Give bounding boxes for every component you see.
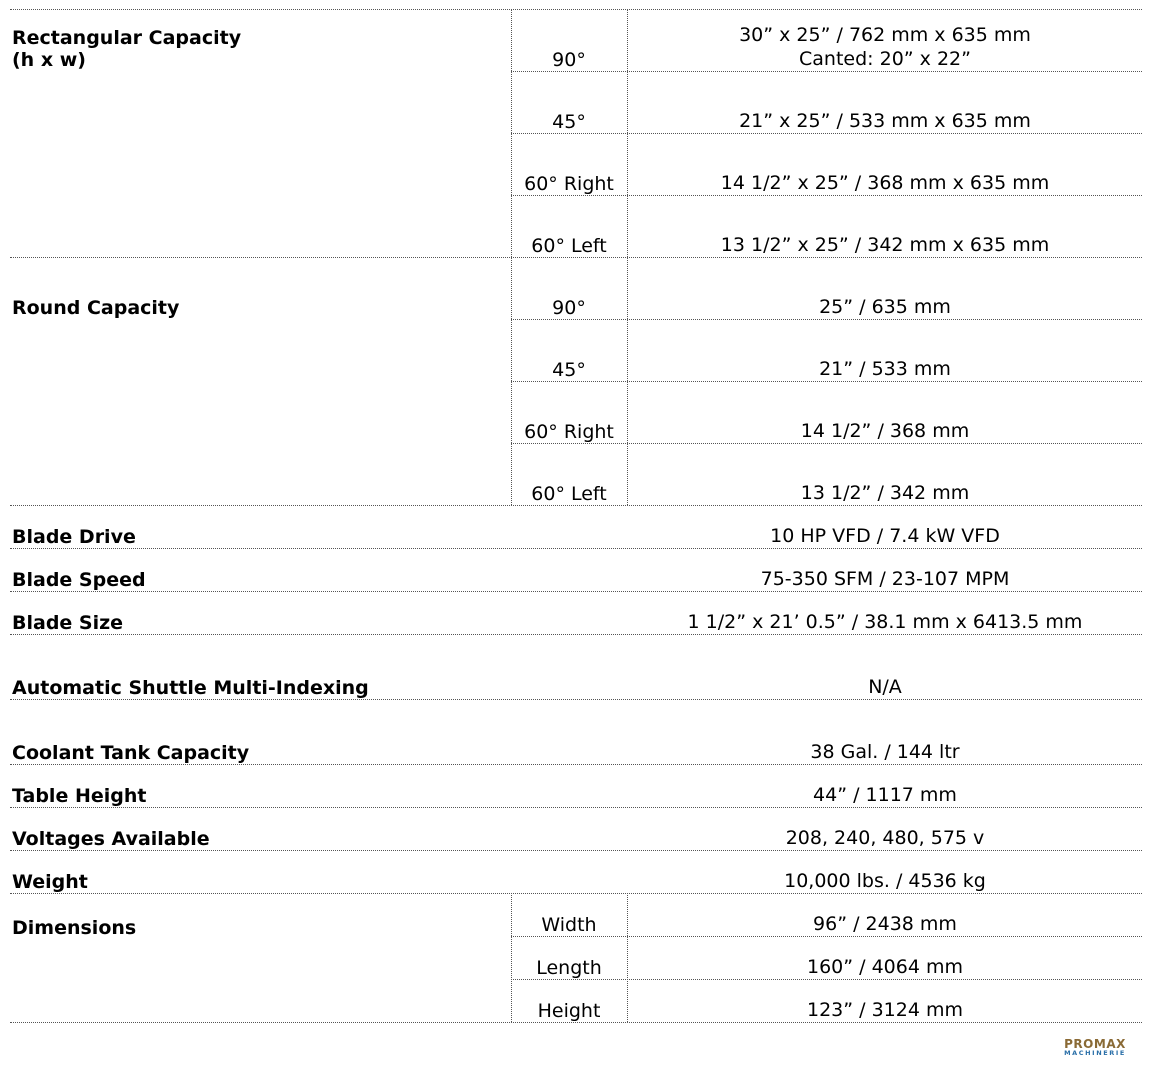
dimension-width-label: Width <box>541 914 597 936</box>
coolant-label: Coolant Tank Capacity <box>12 742 250 764</box>
rect-value-60-left: 13 1/2” x 25” / 342 mm x 635 mm <box>720 234 1050 256</box>
blade-speed-value: 75-350 SFM / 23-107 MPM <box>760 568 1010 590</box>
table-height-value: 44” / 1117 mm <box>813 784 957 806</box>
table-rule <box>10 1022 1142 1023</box>
round-angle-45: 45° <box>552 359 586 381</box>
dimension-width-value: 96” / 2438 mm <box>813 913 957 935</box>
table-rule <box>511 443 1142 444</box>
round-capacity-label: Round Capacity <box>12 297 180 319</box>
round-angle-90: 90° <box>552 297 586 319</box>
rect-angle-45: 45° <box>552 111 586 133</box>
table-rule <box>511 381 1142 382</box>
table-rule <box>511 319 1142 320</box>
dimensions-label: Dimensions <box>12 917 137 939</box>
table-rule <box>10 807 1142 808</box>
table-height-label: Table Height <box>12 785 147 807</box>
round-value-60-left: 13 1/2” / 342 mm <box>800 482 970 504</box>
blade-size-value: 1 1/2” x 21’ 0.5” / 38.1 mm x 6413.5 mm <box>687 611 1083 633</box>
voltages-label: Voltages Available <box>12 828 210 850</box>
dimension-length-value: 160” / 4064 mm <box>807 956 963 978</box>
rect-value-60-right: 14 1/2” x 25” / 368 mm x 635 mm <box>720 172 1050 194</box>
table-rule <box>10 9 1142 10</box>
table-rule <box>511 71 1142 72</box>
dimension-length-label: Length <box>536 957 602 979</box>
shuttle-value: N/A <box>868 676 902 698</box>
table-rule <box>511 979 1142 980</box>
table-rule <box>10 548 1142 549</box>
table-rule <box>10 893 1142 894</box>
rect-capacity-label <box>12 27 241 71</box>
table-rule <box>10 634 1142 635</box>
voltages-value: 208, 240, 480, 575 v <box>785 827 985 849</box>
table-rule <box>10 505 1142 506</box>
table-rule <box>10 257 1142 258</box>
blade-drive-value: 10 HP VFD / 7.4 kW VFD <box>770 525 1000 547</box>
rect-angle-90: 90° <box>552 49 586 71</box>
table-rule <box>10 591 1142 592</box>
rect-capacity-label-line1: Rectangular Capacity <box>12 27 242 49</box>
rect-value-45: 21” x 25” / 533 mm x 635 mm <box>739 110 1031 132</box>
logo-subtitle: MACHINERIE <box>1064 1049 1126 1057</box>
round-value-60-right: 14 1/2” / 368 mm <box>800 420 970 442</box>
round-angle-60-right: 60° Right <box>524 421 614 443</box>
blade-size-label: Blade Size <box>12 612 124 634</box>
rect-value-90 <box>628 23 1142 71</box>
weight-label: Weight <box>12 871 88 893</box>
blade-drive-label: Blade Drive <box>12 526 136 548</box>
promax-logo <box>1052 1038 1138 1056</box>
round-value-90: 25” / 635 mm <box>819 296 951 318</box>
table-rule <box>511 195 1142 196</box>
rect-angle-60-right: 60° Right <box>524 173 614 195</box>
weight-value: 10,000 lbs. / 4536 kg <box>784 870 986 892</box>
dimension-height-label: Height <box>537 1000 601 1022</box>
rect-angle-60-left: 60° Left <box>531 235 607 257</box>
coolant-value: 38 Gal. / 144 ltr <box>810 741 960 763</box>
table-rule <box>10 764 1142 765</box>
shuttle-label: Automatic Shuttle Multi-Indexing <box>12 677 369 699</box>
table-rule <box>10 850 1142 851</box>
table-rule <box>511 133 1142 134</box>
logo-wordmark: PROMAX <box>1064 1037 1126 1051</box>
round-value-45: 21” / 533 mm <box>819 358 951 380</box>
dimension-height-value: 123” / 3124 mm <box>807 999 963 1021</box>
table-rule <box>511 936 1142 937</box>
rect-value-90-line1: 30” x 25” / 762 mm x 635 mm <box>739 24 1031 46</box>
blade-speed-label: Blade Speed <box>12 569 146 591</box>
round-angle-60-left: 60° Left <box>531 483 607 505</box>
rect-value-90-line2: Canted: 20” x 22” <box>799 48 971 70</box>
table-rule <box>10 699 1142 700</box>
rect-capacity-label-line2: (h x w) <box>12 49 86 71</box>
